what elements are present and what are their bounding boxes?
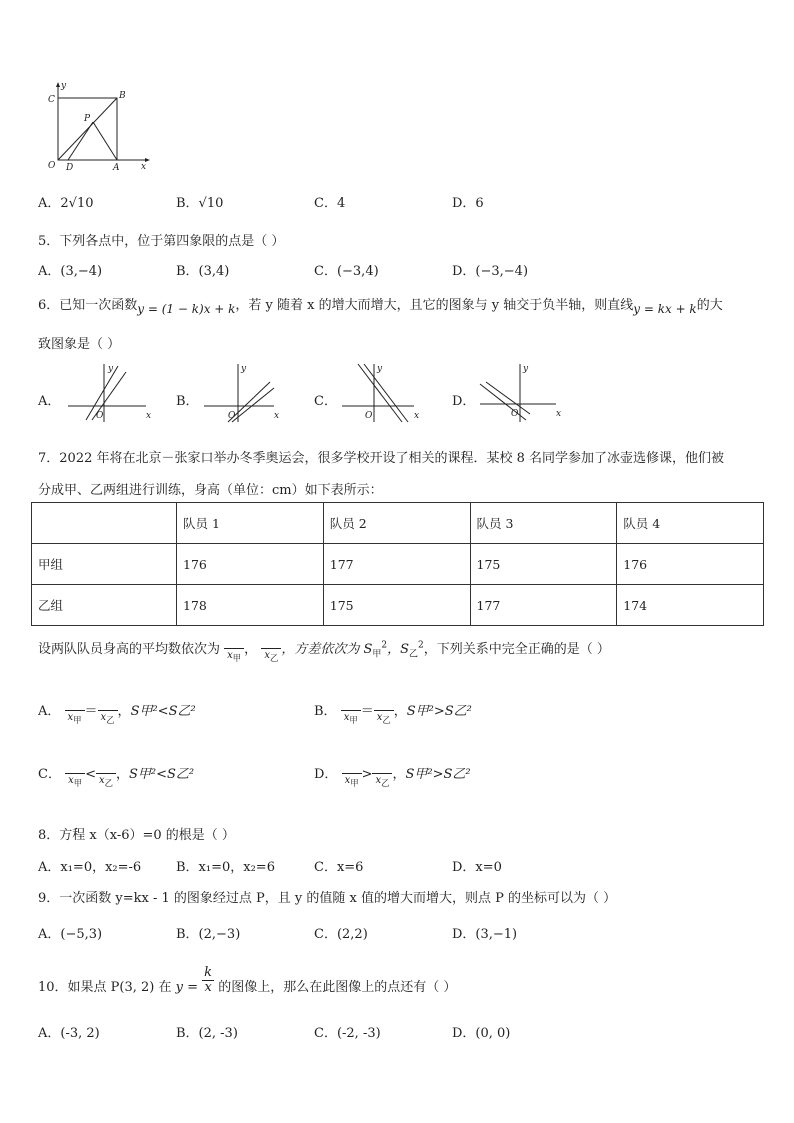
q8-option-c[interactable]: C．x=6 <box>314 860 364 875</box>
q6-option-b[interactable]: B． <box>176 394 199 409</box>
table-cell: 175 <box>470 544 617 585</box>
fig-label-y: y <box>61 81 67 91</box>
q8-stem: 8．方程 x（x-6）=0 的根是（ ） <box>38 828 235 843</box>
q6-option-d[interactable]: D． <box>452 394 476 409</box>
q8-option-d[interactable]: D．x=0 <box>452 860 502 875</box>
table-cell: 176 <box>177 544 324 585</box>
q6-graph-c[interactable] <box>338 362 428 424</box>
q7-followup <box>38 638 610 662</box>
q9-option-b[interactable]: B．(2,−3) <box>176 927 241 942</box>
q6-equation-2: y = kx + k <box>633 302 697 316</box>
q6-stem-b: ，若 y 随着 x 的增大而增大，且它的图象与 y 轴交于负半轴，则直线 <box>235 298 634 313</box>
mean-yi: $x_乙$ <box>374 700 394 724</box>
option-label: A． <box>38 704 61 719</box>
relation: < <box>85 767 96 782</box>
q6-stem-line2: 致图象是（ ） <box>38 337 121 352</box>
q4-option-d[interactable]: D．6 <box>452 196 484 211</box>
table-header-cell: 队员 4 <box>617 503 764 544</box>
table-cell: 177 <box>323 544 470 585</box>
fig-label-b: B <box>119 91 126 101</box>
q6c-label-o: O <box>365 411 373 421</box>
q6-stem-a: 6．已知一次函数 <box>38 298 138 313</box>
q6b-label-o: O <box>228 411 236 421</box>
q6-graph-d[interactable] <box>476 362 566 424</box>
separator: ， <box>117 704 131 719</box>
q10-stem-a: 10．如果点 P(3, 2) 在 <box>38 980 172 995</box>
table-cell: 178 <box>177 585 324 626</box>
option-label: D． <box>314 767 338 782</box>
q8-option-a[interactable]: A．x₁=0，x₂=-6 <box>38 860 142 875</box>
sub-yi: 乙 <box>104 778 113 788</box>
sub-jia: 甲 <box>73 715 82 725</box>
table-cell: 甲组 <box>32 544 177 585</box>
q6d-label-y: y <box>523 364 529 374</box>
option-label: C． <box>38 767 61 782</box>
q10-option-c[interactable]: C．(-2, -3) <box>314 1026 381 1041</box>
separator: ， <box>116 767 130 782</box>
table-cell: 177 <box>470 585 617 626</box>
q7-option-a[interactable] <box>38 700 196 724</box>
q7-after-c: ，S <box>387 642 410 657</box>
mean-yi: $x_乙$ <box>96 763 116 787</box>
q6c-label-x: x <box>414 411 420 421</box>
q7-option-b[interactable] <box>314 700 472 724</box>
option-label: B． <box>314 704 337 719</box>
var-sup: 2 <box>381 640 388 651</box>
mean-yi: $x_乙$ <box>261 638 281 662</box>
fig-label-a: A <box>113 163 120 173</box>
q6-option-c[interactable]: C． <box>314 394 337 409</box>
var-sub-yi: 乙 <box>409 649 419 660</box>
q7-after-b: ，方差依次为 S <box>281 642 373 657</box>
q5-option-d[interactable]: D．(−3,−4) <box>452 264 529 279</box>
square-figure <box>40 78 155 173</box>
mean-jia: $x_甲$ <box>341 700 361 724</box>
q7-after-a: 设两队队员身高的平均数依次为 <box>38 642 221 657</box>
sub-jia: 甲 <box>350 778 359 788</box>
sub-yi: 乙 <box>106 715 115 725</box>
variance-relation: S甲²>S乙² <box>405 767 471 782</box>
q6a-label-x: x <box>146 411 152 421</box>
q9-stem: 9．一次函数 y=kx - 1 的图象经过点 P，且 y 的值随 x 值的增大而增大，则点 P 的坐标可以为（ ） <box>38 891 617 906</box>
fig-label-d: D <box>66 163 74 173</box>
mean-jia: $x_甲$ <box>65 700 85 724</box>
q10-stem-b: 的图像上，那么在此图像上的点还有（ ） <box>218 980 457 995</box>
q6-stem-c: 的大 <box>696 298 723 313</box>
mean-yi: $x_乙$ <box>372 763 392 787</box>
sub-yi: 乙 <box>269 653 279 663</box>
fig-label-p: P <box>84 114 91 124</box>
sub-jia: 甲 <box>349 715 358 725</box>
relation: ＝ <box>84 704 98 719</box>
relation: > <box>361 767 373 782</box>
q10-option-d[interactable]: D．(0, 0) <box>452 1026 511 1041</box>
q5-option-a[interactable]: A．(3,−4) <box>38 264 103 279</box>
table-header-cell: 队员 3 <box>470 503 617 544</box>
q4-option-a[interactable]: A．2√10 <box>38 196 94 211</box>
variance-relation: S甲²<S乙² <box>130 704 196 719</box>
q5-option-b[interactable]: B．(3,4) <box>176 264 230 279</box>
q6a-label-o: O <box>96 411 104 421</box>
q7-stem-line1: 7．2022 年将在北京－张家口举办冬季奥运会，很多学校开设了相关的课程．某校 8 名同学参加了冰壶选修课，他们被 <box>38 451 725 466</box>
q9-option-c[interactable]: C．(2,2) <box>314 927 368 942</box>
separator: ， <box>393 704 407 719</box>
separator: ， <box>392 767 406 782</box>
q10-option-a[interactable]: A．(-3, 2) <box>38 1026 100 1041</box>
variance-relation: S甲²<S乙² <box>129 767 195 782</box>
q9-option-d[interactable]: D．(3,−1) <box>452 927 518 942</box>
q10-denominator: x <box>204 980 212 996</box>
fig-label-x: x <box>141 162 147 172</box>
q6-stem-line1 <box>38 294 723 316</box>
mean-yi: $x_乙$ <box>98 700 118 724</box>
q6b-label-x: x <box>274 411 280 421</box>
q6d-label-x: x <box>556 409 562 419</box>
q10-fraction <box>202 966 214 996</box>
q6c-label-y: y <box>377 364 383 374</box>
q6-option-a[interactable]: A． <box>38 394 61 409</box>
table-row <box>32 544 764 585</box>
table-header-cell <box>32 503 177 544</box>
sub-jia: 甲 <box>73 778 83 788</box>
separator: ， <box>244 642 258 657</box>
q7-after-d: ，下列关系中完全正确的是（ ） <box>423 642 610 657</box>
q7-option-d[interactable] <box>314 763 471 787</box>
q6a-label-y: y <box>108 364 114 374</box>
mean-jia: $x_甲$ <box>224 638 244 662</box>
table-header-row <box>32 503 764 544</box>
q10-numerator: k <box>204 965 213 980</box>
height-table <box>31 502 764 626</box>
table-row <box>32 585 764 626</box>
q5-stem: 5．下列各点中，位于第四象限的点是（ ） <box>38 234 285 249</box>
q6b-label-y: y <box>241 364 247 374</box>
q6-graph-b[interactable] <box>200 362 290 424</box>
q7-option-c[interactable] <box>38 763 194 787</box>
table-cell: 175 <box>323 585 470 626</box>
q6-graph-a[interactable] <box>66 362 156 424</box>
q8-option-b[interactable]: B．x₁=0，x₂=6 <box>176 860 275 875</box>
q10-option-b[interactable]: B．(2, -3) <box>176 1026 238 1041</box>
q10-eq: y = <box>175 980 199 995</box>
var-sub-jia: 甲 <box>372 649 382 660</box>
relation: ＝ <box>360 704 374 719</box>
fig-label-c: C <box>48 95 55 105</box>
q9-option-a[interactable]: A．(−5,3) <box>38 927 103 942</box>
q6d-label-o: O <box>511 409 519 419</box>
table-cell: 176 <box>617 544 764 585</box>
var-sup: 2 <box>418 640 424 651</box>
q4-option-c[interactable]: C．4 <box>314 196 346 211</box>
sub-yi: 乙 <box>382 715 391 725</box>
table-header-cell: 队员 2 <box>323 503 470 544</box>
table-cell: 174 <box>617 585 764 626</box>
mean-jia: $x_甲$ <box>65 763 85 787</box>
fig-label-o: O <box>48 161 56 171</box>
sub-jia: 甲 <box>232 653 242 663</box>
table-cell: 乙组 <box>32 585 177 626</box>
q4-option-b[interactable]: B．√10 <box>176 196 224 211</box>
mean-jia: $x_甲$ <box>342 763 362 787</box>
table-header-cell: 队员 1 <box>177 503 324 544</box>
q6-equation-1: y = (1 − k)x + k <box>137 302 236 316</box>
q7-stem-line2: 分成甲、乙两组进行训练，身高（单位：cm）如下表所示： <box>38 483 383 498</box>
q10-stem <box>38 966 456 996</box>
sub-yi: 乙 <box>381 778 390 788</box>
variance-relation: S甲²>S乙² <box>406 704 472 719</box>
q5-option-c[interactable]: C．(−3,4) <box>314 264 379 279</box>
